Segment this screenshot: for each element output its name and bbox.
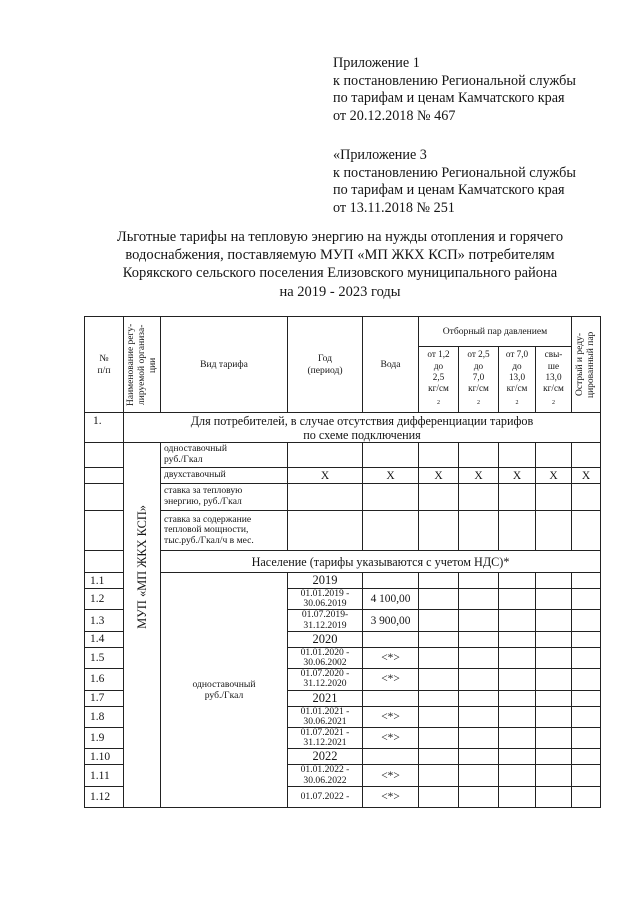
header-row <box>85 317 601 347</box>
empty-cell <box>288 484 363 511</box>
empty-cell <box>499 573 536 589</box>
x-mark: Х <box>572 468 601 484</box>
tariff-type-population: одноставочный руб./Гкал <box>161 573 288 808</box>
pressure-exponent: 2 <box>437 400 440 407</box>
empty-cell <box>536 443 572 468</box>
row-num: 1.10 <box>85 749 124 765</box>
document-title <box>40 228 640 301</box>
pressure-text: до <box>512 360 522 371</box>
appendix-1-line: от 20.12.2018 № 467 <box>333 108 456 125</box>
empty-cell <box>572 511 601 551</box>
empty-cell <box>536 706 572 727</box>
year-label: 2021 <box>288 690 363 706</box>
water-value: <*> <box>363 706 419 727</box>
empty-cell <box>572 690 601 706</box>
empty-cell <box>419 728 459 749</box>
empty-cell <box>536 589 572 610</box>
empty-cell <box>459 690 499 706</box>
water-value: 4 100,00 <box>363 589 419 610</box>
section-title-line: по схеме подключения <box>303 427 421 442</box>
pressure-text: кг/см <box>468 383 489 394</box>
header-pressure-3 <box>499 347 536 413</box>
row-num: 1.11 <box>85 765 124 786</box>
empty-cell <box>499 511 536 551</box>
empty-cell <box>419 765 459 786</box>
empty-cell <box>419 647 459 668</box>
water-value: <*> <box>363 786 419 807</box>
period-label: 01.01.2021 - 30.06.2021 <box>288 706 363 727</box>
row-num: 1.4 <box>85 631 124 647</box>
pressure-text: до <box>433 360 444 371</box>
pressure-text: до <box>473 360 484 371</box>
empty-cell <box>572 749 601 765</box>
x-mark: Х <box>536 468 572 484</box>
empty-cell <box>419 484 459 511</box>
tariff-row-capacity-rate <box>85 511 601 551</box>
empty-cell <box>536 647 572 668</box>
header-steam-group: Отборный пар давлением <box>419 317 572 347</box>
pressure-text: 13,0 <box>508 371 526 382</box>
pressure-text: свы- <box>544 349 563 360</box>
empty-cell <box>499 765 536 786</box>
empty-cell <box>459 573 499 589</box>
pressure-text: кг/см <box>428 383 449 394</box>
empty-cell <box>459 749 499 765</box>
appendix-1-line: Приложение 1 <box>333 55 420 71</box>
header-pressure-4 <box>536 347 572 413</box>
row-num: 1.12 <box>85 786 124 807</box>
empty-cell <box>536 484 572 511</box>
water-value: <*> <box>363 765 419 786</box>
empty-cell <box>536 610 572 631</box>
empty-cell <box>572 589 601 610</box>
title-line: Льготные тарифы на тепловую энергию на нужды отопления и горячего <box>116 229 564 245</box>
appendix-3-line: по тарифам и ценам Камчатского края <box>333 182 565 199</box>
org-name-cell <box>124 443 161 808</box>
row-num: 1.7 <box>85 690 124 706</box>
population-title: Население (тарифы указываются с учетом НДС)* <box>161 551 601 573</box>
pressure-text: кг/см <box>506 383 528 394</box>
empty-cell <box>459 511 499 551</box>
header-org-name-cell <box>124 317 161 413</box>
title-line: Корякского сельского поселения Елизовского муниципального района <box>122 265 558 282</box>
empty-cell <box>419 589 459 610</box>
x-mark: Х <box>459 468 499 484</box>
appendix-3-line: к постановлению Региональной службы <box>333 164 576 181</box>
header-sharp-steam-cell <box>572 317 601 413</box>
period-label: 01.07.2022 - <box>288 786 363 807</box>
empty-cell <box>419 749 459 765</box>
empty-cell <box>572 786 601 807</box>
header-tariff-type: Вид тарифа <box>161 317 288 413</box>
tariff-table <box>84 316 601 808</box>
water-value: <*> <box>363 728 419 749</box>
pressure-text: 7,0 <box>472 371 485 382</box>
title-line: водоснабжения, поставляемую МУП «МП ЖКХ КСП» потребителям <box>125 247 555 264</box>
tariff-row-energy-rate <box>85 484 601 511</box>
org-name: МУП «МП ЖКХ КСП» <box>135 505 149 629</box>
empty-cell <box>85 551 124 573</box>
tariff-table-body <box>85 317 601 808</box>
population-row <box>85 551 601 573</box>
row-num: 1.5 <box>85 647 124 668</box>
section-title-line: Для потребителей, в случае отсутствия дифференциации тарифов <box>190 413 534 428</box>
empty-cell <box>499 728 536 749</box>
row-num: 1.8 <box>85 706 124 727</box>
empty-cell <box>363 484 419 511</box>
row-num: 1.1 <box>85 573 124 589</box>
year-label: 2019 <box>288 573 363 589</box>
empty-cell <box>536 786 572 807</box>
empty-cell <box>499 589 536 610</box>
period-label: 01.07.2020 - 31.12.2020 <box>288 669 363 690</box>
empty-cell <box>419 631 459 647</box>
x-mark: Х <box>363 468 419 484</box>
pressure-exponent: 2 <box>515 400 519 407</box>
empty-cell <box>536 511 572 551</box>
empty-cell <box>499 749 536 765</box>
empty-cell <box>459 706 499 727</box>
empty-cell <box>459 728 499 749</box>
empty-cell <box>536 765 572 786</box>
empty-cell <box>459 647 499 668</box>
water-value: <*> <box>363 669 419 690</box>
empty-cell <box>572 443 601 468</box>
appendix-1-line: по тарифам и ценам Камчатского края <box>333 90 565 107</box>
empty-cell <box>85 468 124 484</box>
year-label: 2020 <box>288 631 363 647</box>
section-title <box>124 413 601 443</box>
pressure-text: от 1,2 <box>427 349 450 360</box>
empty-cell <box>419 669 459 690</box>
period-label: 01.07.2021 - 31.12.2021 <box>288 728 363 749</box>
empty-cell <box>363 443 419 468</box>
empty-cell <box>459 765 499 786</box>
tariff-type-energy-rate: ставка за тепловую энергию, руб./Гкал <box>161 484 288 511</box>
empty-cell <box>85 484 124 511</box>
empty-cell <box>572 610 601 631</box>
empty-cell <box>459 589 499 610</box>
period-label: 01.01.2019 - 30.06.2019 <box>288 589 363 610</box>
header-sharp-steam: Острый и реду- цированный пар <box>575 331 596 398</box>
empty-cell <box>536 749 572 765</box>
empty-cell <box>499 690 536 706</box>
row-num: 1.6 <box>85 669 124 690</box>
header-num: № п/п <box>85 317 124 413</box>
water-value <box>363 690 419 706</box>
empty-cell <box>85 443 124 468</box>
period-label: 01.07.2019- 31.12.2019 <box>288 610 363 631</box>
section-num: 1. <box>85 413 124 443</box>
x-mark: Х <box>419 468 459 484</box>
empty-cell <box>499 786 536 807</box>
x-mark: Х <box>499 468 536 484</box>
empty-cell <box>499 610 536 631</box>
pressure-exponent: 2 <box>477 400 480 407</box>
table-row <box>85 573 601 589</box>
empty-cell <box>459 443 499 468</box>
row-num: 1.3 <box>85 610 124 631</box>
pressure-text: 2,5 <box>432 371 445 382</box>
title-line: на 2019 - 2023 годы <box>279 283 401 300</box>
empty-cell <box>459 484 499 511</box>
water-value <box>363 631 419 647</box>
tariff-type-capacity-rate: ставка за содержание тепловой мощности, тыс.руб./Гкал/ч в мес. <box>161 511 288 551</box>
water-value: <*> <box>363 647 419 668</box>
empty-cell <box>459 669 499 690</box>
empty-cell <box>536 690 572 706</box>
pressure-text: 13,0 <box>545 371 562 382</box>
appendix-1-header <box>333 55 576 126</box>
empty-cell <box>572 669 601 690</box>
empty-cell <box>499 631 536 647</box>
empty-cell <box>499 669 536 690</box>
header-org-name: Наименование регу- лируемой организа- ции <box>125 323 158 406</box>
tariff-row-single-rate <box>85 443 601 468</box>
empty-cell <box>419 610 459 631</box>
tariff-row-two-rate <box>85 468 601 484</box>
pressure-text: кг/см <box>543 383 564 394</box>
section-row <box>85 413 601 443</box>
empty-cell <box>419 690 459 706</box>
empty-cell <box>572 573 601 589</box>
row-num: 1.2 <box>85 589 124 610</box>
empty-cell <box>419 786 459 807</box>
empty-cell <box>536 669 572 690</box>
header-pressure-2 <box>459 347 499 413</box>
appendix-1-line: к постановлению Региональной службы <box>333 72 576 89</box>
empty-cell <box>536 631 572 647</box>
appendix-3-line: от 13.11.2018 № 251 <box>333 200 455 217</box>
empty-cell <box>536 573 572 589</box>
period-label: 01.01.2022 - 30.06.2022 <box>288 765 363 786</box>
appendix-3-header <box>333 147 576 218</box>
year-label: 2022 <box>288 749 363 765</box>
empty-cell <box>572 728 601 749</box>
water-value: 3 900,00 <box>363 610 419 631</box>
empty-cell <box>288 443 363 468</box>
tariff-type-two-rate: двухставочный <box>161 468 288 484</box>
empty-cell <box>572 706 601 727</box>
empty-cell <box>499 484 536 511</box>
empty-cell <box>499 706 536 727</box>
header-year: Год (период) <box>288 317 363 413</box>
empty-cell <box>572 484 601 511</box>
empty-cell <box>459 631 499 647</box>
empty-cell <box>499 647 536 668</box>
pressure-text: от 2,5 <box>467 349 490 360</box>
empty-cell <box>363 511 419 551</box>
appendix-3-line: «Приложение 3 <box>333 147 427 163</box>
empty-cell <box>459 786 499 807</box>
empty-cell <box>572 631 601 647</box>
pressure-text: ше <box>547 360 560 371</box>
empty-cell <box>419 443 459 468</box>
empty-cell <box>572 647 601 668</box>
pressure-exponent: 2 <box>552 400 555 407</box>
empty-cell <box>536 728 572 749</box>
empty-cell <box>419 706 459 727</box>
empty-cell <box>459 610 499 631</box>
x-mark: Х <box>288 468 363 484</box>
tariff-type-single-rate: одноставочный руб./Гкал <box>161 443 288 468</box>
empty-cell <box>288 511 363 551</box>
header-pressure-1 <box>419 347 459 413</box>
empty-cell <box>499 443 536 468</box>
row-num: 1.9 <box>85 728 124 749</box>
water-value <box>363 749 419 765</box>
empty-cell <box>85 511 124 551</box>
period-label: 01.01.2020 - 30.06.2002 <box>288 647 363 668</box>
pressure-text: от 7,0 <box>505 349 529 360</box>
water-value <box>363 573 419 589</box>
header-water: Вода <box>363 317 419 413</box>
empty-cell <box>572 765 601 786</box>
empty-cell <box>419 511 459 551</box>
empty-cell <box>419 573 459 589</box>
